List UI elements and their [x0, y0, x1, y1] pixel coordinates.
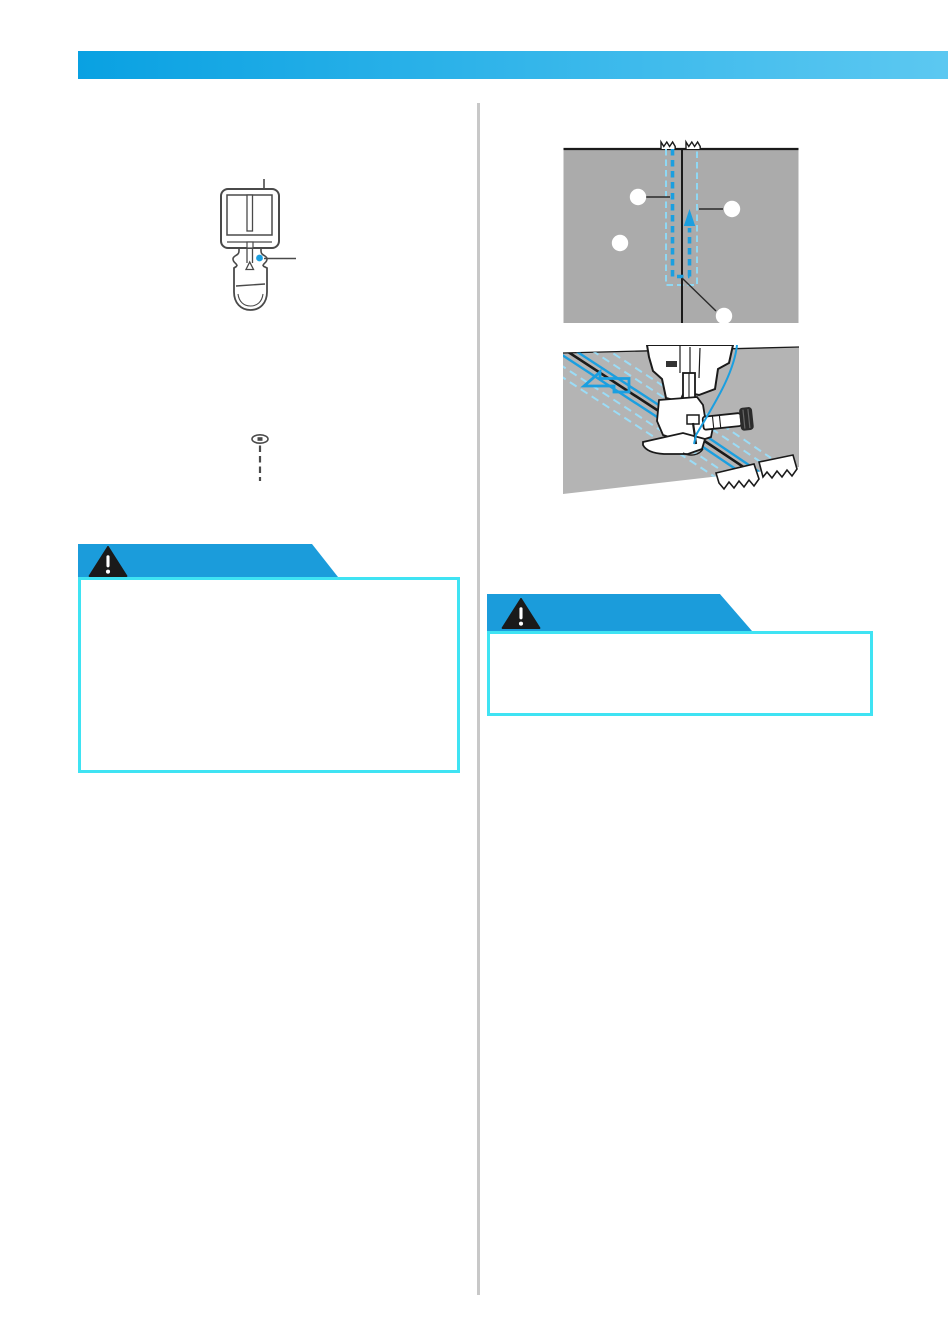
caution-banner	[78, 544, 338, 577]
needle-notch-triangle	[246, 262, 254, 270]
zipper-tape-zigzag-mark-left	[661, 142, 675, 149]
neck-left-edge	[233, 248, 239, 266]
warning-triangle-icon	[501, 598, 541, 629]
zipper-foot-diagram	[205, 172, 320, 317]
column-divider	[477, 103, 480, 1295]
callout-circle-1	[630, 189, 646, 205]
callout-circle-4	[716, 308, 732, 324]
warning-triangle-icon	[88, 546, 128, 577]
toe-cross-line	[236, 284, 265, 286]
needle-head-mark	[258, 437, 263, 441]
callout-circle-2	[724, 201, 740, 217]
callout-circle-3	[612, 235, 628, 251]
basting-stitch-diagram	[563, 138, 799, 324]
needle-icon	[247, 432, 273, 484]
caution-box	[78, 577, 460, 773]
center-slot	[247, 195, 253, 231]
zipper-foot-sewing-illustration	[563, 345, 799, 497]
zipper-tape-zigzag-mark-right	[686, 142, 700, 149]
page-header-bar	[78, 51, 948, 79]
blue-pin-dot	[256, 255, 263, 262]
caution-box	[487, 631, 873, 716]
foot-toe-inner-line	[238, 294, 263, 306]
caution-banner	[487, 594, 752, 631]
foot-toe	[234, 266, 267, 310]
needle-clamp	[687, 415, 699, 424]
foot-tab	[247, 242, 253, 248]
